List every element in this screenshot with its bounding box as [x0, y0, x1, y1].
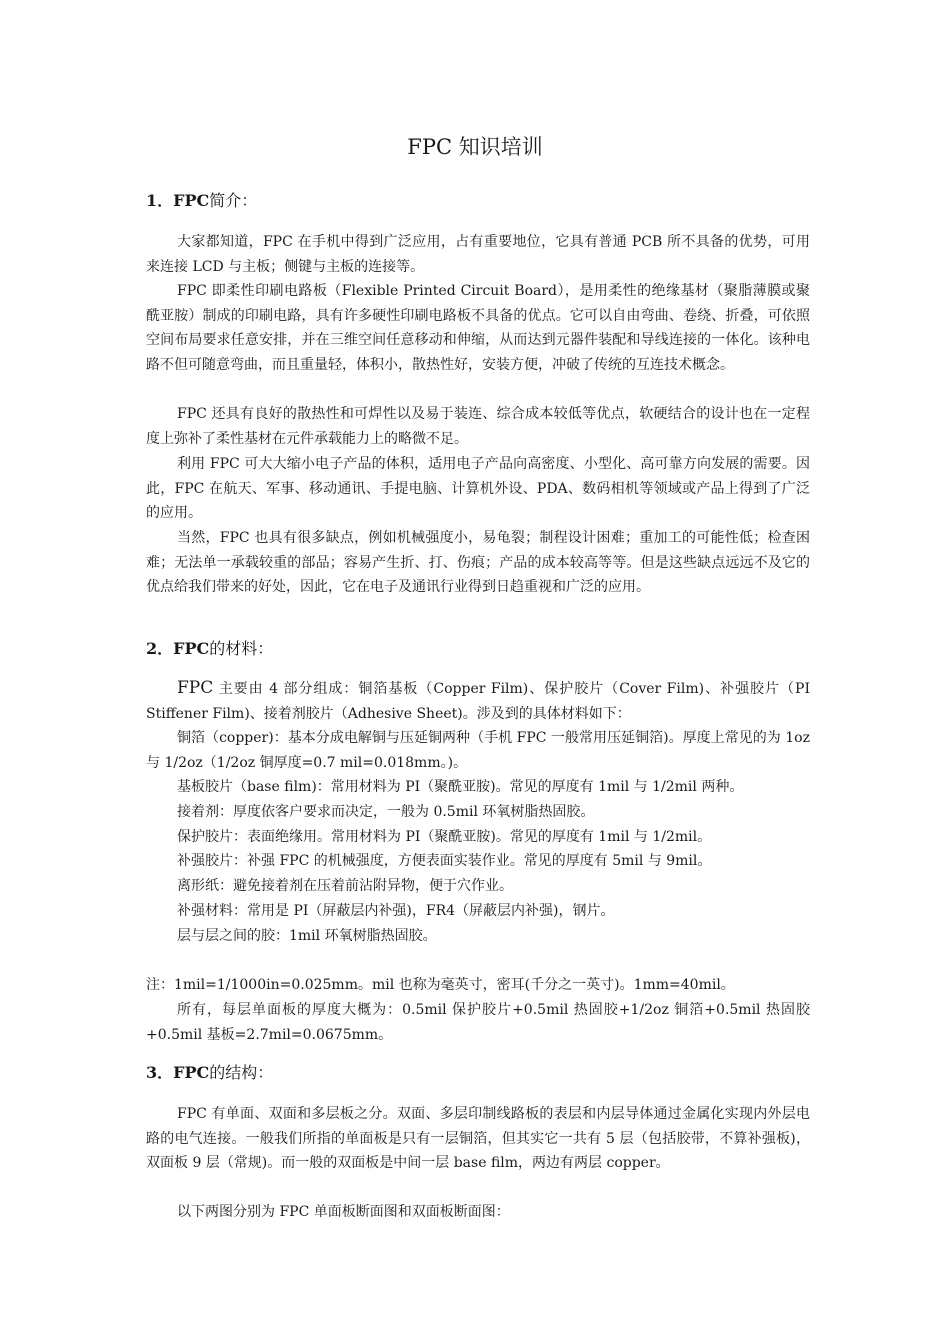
material-reinforcement: 补强材料：常用是 PI（屏蔽层内补强)，FR4（屏蔽层内补强)，钢片。	[177, 903, 615, 919]
material-copper: 铜箔（copper)：基本分成电解铜与压延铜两种（手机 FPC 一般常用压延铜箔)。厚度上常见的为 1oz 与 1/2oz（1/2oz 铜厚度=0.7 mil=0.018mm。)。	[146, 730, 810, 771]
materials-intro-paragraph	[146, 676, 810, 726]
intro-paragraph-2: FPC 即柔性印刷电路板（Flexible Printed Circuit Board），是用柔性的绝缘基材（聚脂薄膜或聚酰亚胺）制成的印刷电路，具有许多硬性印刷电路板不具备的优点。它可以自由弯曲、卷绕、折叠，可依照空间布局要求任意安排，并在三维空间任意移动和伸缩，从而达到元器件装配和导线连接的一体化。该种电路不但可随意弯曲，而且重量轻，体积小，散热性好，安装方便，冲破了传统的互连技术概念。	[146, 283, 810, 373]
structure-paragraph-1: FPC 有单面、双面和多层板之分。双面、多层印制线路板的表层和内层导体通过金属化实现内外层电路的电气连接。一般我们所指的单面板是只有一层铜箔，但其实它一共有 5 层（包括胶带，不算补强板)，双面板 9 层（常规)。而一般的双面板是中间一层 base film，两边有两层 copper。	[146, 1106, 810, 1172]
section-number: 2．	[146, 639, 174, 658]
section-heading-structure	[146, 1060, 273, 1086]
material-interlayer-adhesive: 层与层之间的胶：1mil 环氧树脂热固胶。	[177, 928, 437, 944]
intro-paragraph-5: 当然，FPC 也具有很多缺点，例如机械强度小，易龟裂；制程设计困难；重加工的可能性低；检查困难；无法单一承载较重的部品；容易产生折、打、伤痕；产品的成本较高等等。但是这些缺点远远不及它的优点给我们带来的好处，因此，它在电子及通讯行业得到日趋重视和广泛的应用。	[146, 530, 810, 596]
materials-intro-text: 主要由 4 部分组成：铜箔基板（Copper Film)、保护胶片（Cover Film)、补强胶片（PI Stiffener Film)、接着剂胶片（Adhesive Sheet)。涉及到的具体材料如下：	[146, 681, 810, 722]
intro-paragraph-1: 大家都知道，FPC 在手机中得到广泛应用，占有重要地位，它具有普通 PCB 所不具备的优势，可用来连接 LCD 与主板；侧键与主板的连接等。	[146, 234, 810, 275]
structure-paragraph-2: 以下两图分别为 FPC 单面板断面图和双面板断面图：	[177, 1204, 510, 1220]
section-heading-intro	[146, 188, 257, 214]
material-base-film: 基板胶片（base film)：常用材料为 PI（聚酰亚胺)。常见的厚度有 1mil 与 1/2mil 两种。	[177, 779, 744, 795]
material-release-paper: 离形纸：避免接着剂在压着前沾附异物，便于穴作业。	[177, 878, 513, 894]
section-label: 简介：	[209, 191, 258, 210]
material-stiffener: 补强胶片：补强 FPC 的机械强度，方便表面实装作业。常见的厚度有 5mil 与 9mil。	[177, 853, 712, 869]
section-fpc: FPC	[173, 1063, 210, 1082]
section-fpc: FPC	[173, 639, 210, 658]
intro-paragraph-3: FPC 还具有良好的散热性和可焊性以及易于装连、综合成本较低等优点，软硬结合的设计也在一定程度上弥补了柔性基材在元件承载能力上的略微不足。	[146, 406, 810, 447]
unit-note: 注：1mil=1/1000in=0.025mm。mil 也称为毫英寸，密耳(千分之一英寸)。1mm=40mil。	[146, 977, 735, 993]
intro-paragraph-4: 利用 FPC 可大大缩小电子产品的体积，适用电子产品向高密度、小型化、高可靠方向发展的需要。因此，FPC 在航天、军事、移动通讯、手提电脑、计算机外设、PDA、数码相机等领域或产品上得到了广泛的应用。	[146, 456, 810, 522]
layer-thickness-paragraph: 所有，每层单面板的厚度大概为：0.5mil 保护胶片+0.5mil 热固胶+1/2oz 铜箔+0.5mil 热固胶+0.5mil 基板=2.7mil=0.0675mm。	[146, 1002, 810, 1043]
material-cover-film: 保护胶片：表面绝缘用。常用材料为 PI（聚酰亚胺)。常见的厚度有 1mil 与 1/2mil。	[177, 829, 712, 845]
section-number: 1．	[146, 191, 174, 210]
materials-intro-fpc: FPC	[177, 678, 214, 698]
page-title: FPC 知识培训	[407, 135, 543, 159]
section-heading-materials	[146, 636, 273, 662]
section-label: 的结构：	[209, 1063, 274, 1082]
section-number: 3．	[146, 1063, 174, 1082]
material-adhesive: 接着剂：厚度依客户要求而决定，一般为 0.5mil 环氧树脂热固胶。	[177, 804, 595, 820]
section-label: 的材料：	[209, 639, 274, 658]
section-fpc: FPC	[173, 191, 210, 210]
